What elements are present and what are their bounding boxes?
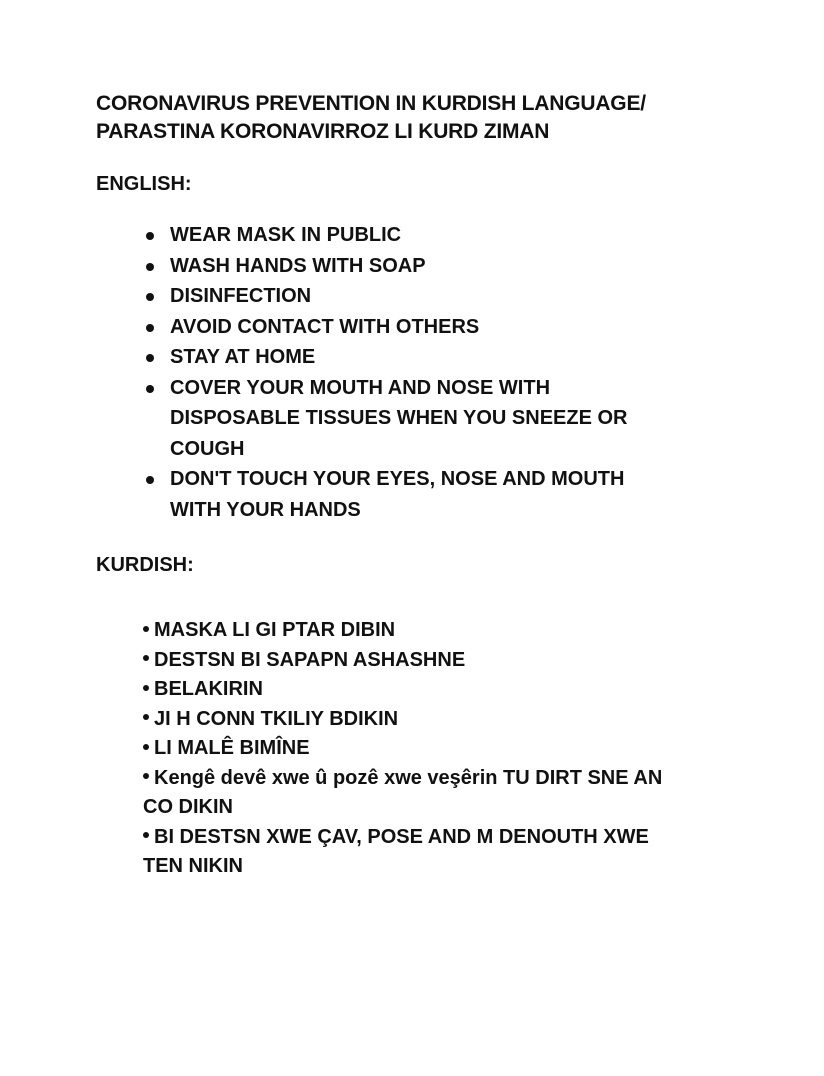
bullet-icon [143, 626, 149, 632]
list-item-text: DON'T TOUCH YOUR EYES, NOSE AND MOUTH [170, 468, 625, 490]
list-item-text: TEN NIKIN [143, 855, 243, 877]
list-item-text: CO DIKIN [143, 796, 233, 818]
list-item-text: AVOID CONTACT WITH OTHERS [170, 315, 480, 338]
list-item-text: BELAKIRIN [154, 678, 263, 700]
list-item-text: WITH YOUR HANDS [170, 498, 361, 521]
bullet-icon [143, 655, 149, 661]
bullet-icon [146, 293, 154, 301]
list-item-text: WASH HANDS WITH SOAP [170, 254, 426, 277]
list-item [143, 646, 783, 676]
list-item [140, 464, 780, 525]
list-item [140, 342, 780, 373]
list-item [140, 251, 780, 282]
list-item [140, 312, 780, 343]
list-item [143, 616, 783, 646]
list-item-text: COVER YOUR MOUTH AND NOSE WITH [170, 376, 551, 399]
bullet-icon [146, 476, 154, 484]
list-item-text: JI H CONN TKILIY BDIKIN [154, 707, 399, 730]
list-item-text: DISINFECTION [170, 285, 312, 307]
list-item [143, 823, 783, 882]
bullet-icon [146, 324, 154, 332]
list-item [140, 373, 780, 465]
bullet-icon [146, 232, 154, 240]
list-item [143, 675, 783, 705]
title-line-1: CORONAVIRUS PREVENTION IN KURDISH LANGUAGE/ [96, 92, 646, 115]
list-item-text: LI MALÊ BIMÎNE [154, 737, 310, 759]
bullet-icon [146, 263, 154, 271]
kurdish-prevention-list [143, 616, 783, 882]
document-title [96, 90, 796, 146]
list-item [143, 764, 783, 823]
list-item-text: WEAR MASK IN PUBLIC [170, 224, 402, 246]
bullet-icon [143, 714, 149, 720]
bullet-icon [143, 773, 149, 779]
list-item-text: COUGH [170, 437, 245, 460]
list-item-text: Kengê devê xwe û pozê xwe veşêrin TU DIRT SNE AN [154, 766, 663, 789]
english-prevention-list [140, 220, 780, 525]
bullet-icon [143, 685, 149, 691]
list-item-text: DESTSN BI SAPAPN ASHASHNE [154, 648, 466, 671]
bullet-icon [143, 832, 149, 838]
english-heading: ENGLISH: [96, 173, 192, 195]
kurdish-heading: KURDISH: [96, 554, 194, 576]
list-item-text: DISPOSABLE TISSUES WHEN YOU SNEEZE OR [170, 407, 628, 429]
list-item-text: BI DESTSN XWE ÇAV, POSE AND M DENOUTH XWE [154, 825, 649, 848]
bullet-icon [146, 385, 154, 393]
list-item [143, 734, 783, 764]
bullet-icon [143, 744, 149, 750]
list-item [143, 705, 783, 735]
list-item-text: MASKA LI GI PTAR DIBIN [154, 619, 396, 641]
list-item-text: STAY AT HOME [170, 346, 316, 368]
bullet-icon [146, 354, 154, 362]
list-item [140, 220, 780, 251]
list-item [140, 281, 780, 312]
title-line-2: PARASTINA KORONAVIRROZ LI KURD ZIMAN [96, 120, 550, 143]
